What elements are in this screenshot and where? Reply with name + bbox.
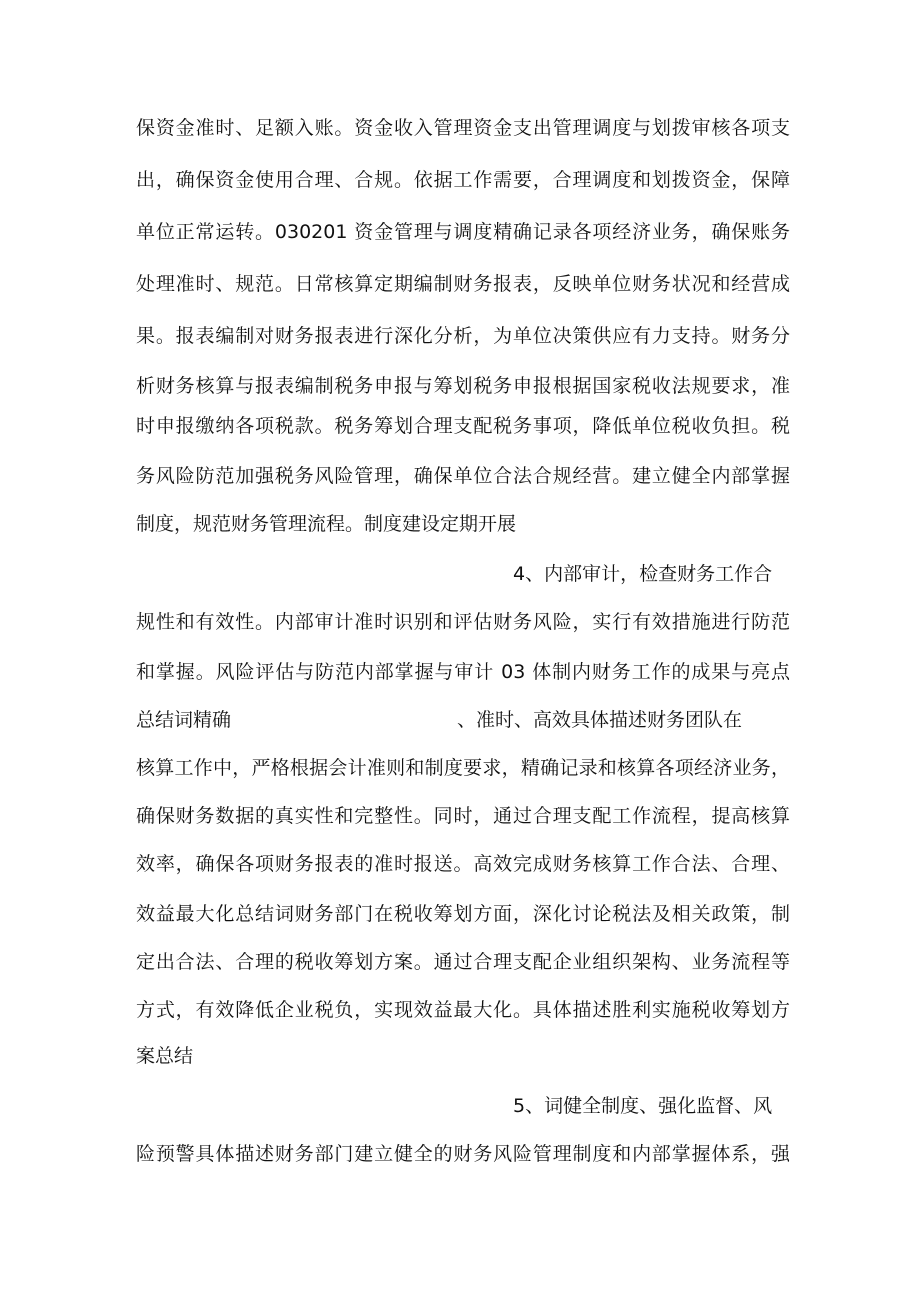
- body-text-line-11: 和掌握。风险评估与防范内部掌握与审计 03 体制内财务工作的成果与亮点: [136, 661, 790, 683]
- section-heading-5: 5、词健全制度、强化监督、风: [513, 1095, 773, 1117]
- body-text-line-1: 保资金准时、足额入账。资金收入管理资金支出管理调度与划拨审核各项支: [136, 117, 790, 139]
- body-text-line-14: 确保财务数据的真实性和完整性。同时，通过合理支配工作流程，提高核算: [136, 805, 790, 827]
- body-text-line-12b: 、准时、高效具体描述财务团队在: [457, 709, 743, 731]
- body-text-line-3: 单位正常运转。030201 资金管理与调度精确记录各项经济业务，确保账务: [136, 221, 790, 243]
- body-text-line-6: 析财务核算与报表编制税务申报与筹划税务申报根据国家税收法规要求，准: [136, 375, 790, 397]
- body-text-line-9: 制度，规范财务管理流程。制度建设定期开展: [136, 513, 517, 535]
- body-text-line-12a: 总结词精确: [136, 709, 232, 731]
- body-text-line-16: 效益最大化总结词财务部门在税收筹划方面，深化讨论税法及相关政策，制: [136, 903, 790, 925]
- body-text-line-2: 出，确保资金使用合理、合规。依据工作需要，合理调度和划拨资金，保障: [136, 169, 790, 191]
- body-text-line-18: 方式，有效降低企业税负，实现效益最大化。具体描述胜利实施税收筹划方: [136, 999, 790, 1021]
- body-text-line-20: 险预警具体描述财务部门建立健全的财务风险管理制度和内部掌握体系，强: [136, 1143, 790, 1165]
- body-text-line-13: 核算工作中，严格根据会计准则和制度要求，精确记录和核算各项经济业务，: [136, 757, 790, 779]
- body-text-line-7: 时申报缴纳各项税款。税务筹划合理支配税务事项，降低单位税收负担。税: [136, 415, 790, 437]
- body-text-line-10: 规性和有效性。内部审计准时识别和评估财务风险，实行有效措施进行防范: [136, 611, 790, 633]
- body-text-line-4: 处理准时、规范。日常核算定期编制财务报表，反映单位财务状况和经营成: [136, 273, 790, 295]
- body-text-line-8: 务风险防范加强税务风险管理，确保单位合法合规经营。建立健全内部掌握: [136, 465, 790, 487]
- body-text-line-17: 定出合法、合理的税收筹划方案。通过合理支配企业组织架构、业务流程等: [136, 951, 790, 973]
- body-text-line-19: 案总结: [136, 1045, 194, 1067]
- body-text-line-15: 效率，确保各项财务报表的准时报送。高效完成财务核算工作合法、合理、: [136, 853, 790, 875]
- body-text-line-5: 果。报表编制对财务报表进行深化分析，为单位决策供应有力支持。财务分: [136, 325, 790, 347]
- section-heading-4: 4、内部审计，检查财务工作合: [513, 563, 773, 585]
